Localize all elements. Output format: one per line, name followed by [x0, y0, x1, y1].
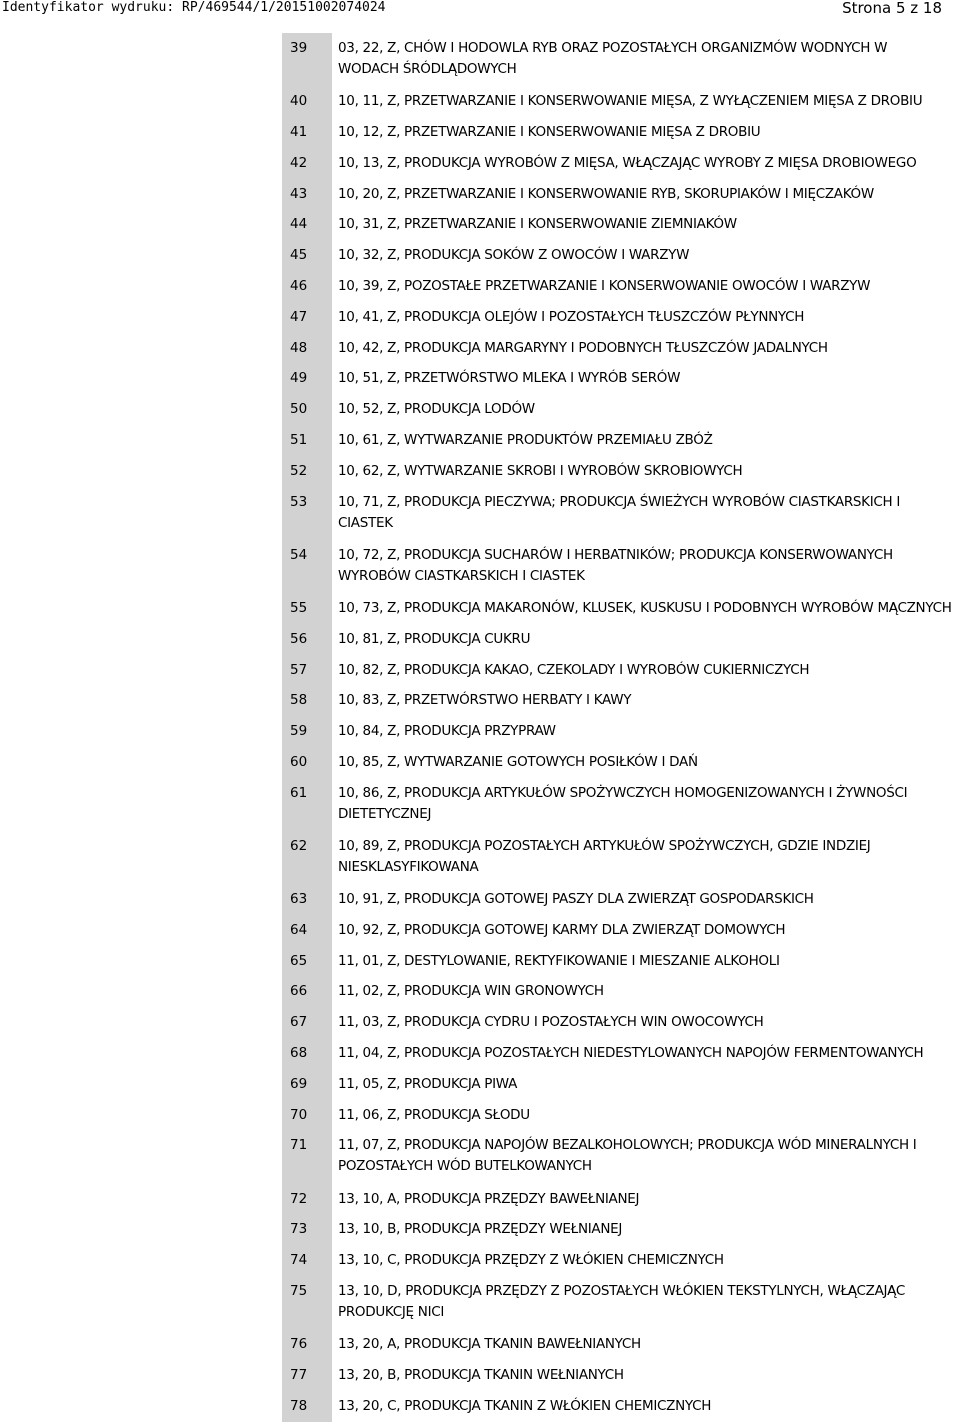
- activity-description-line: 10, 92, Z, PRODUKCJA GOTOWEJ KARMY DLA ZWIERZĄT DOMOWYCH: [338, 921, 786, 938]
- table-row: [282, 1100, 958, 1131]
- activity-description-line: 10, 13, Z, PRODUKCJA WYROBÓW Z MIĘSA, WŁĄCZAJĄC WYROBY Z MIĘSA DROBIOWEGO: [338, 154, 917, 171]
- row-number: 58: [282, 685, 332, 716]
- activity-description-line: 11, 05, Z, PRODUKCJA PIWA: [338, 1075, 518, 1092]
- activity-description-line: PRODUKCJĘ NICI: [338, 1304, 445, 1321]
- activity-description-line: 10, 62, Z, WYTWARZANIE SKROBI I WYROBÓW SKROBIOWYCH: [338, 462, 743, 479]
- table-row: [282, 915, 958, 946]
- activity-description: [332, 487, 958, 540]
- activity-description-line: 11, 03, Z, PRODUKCJA CYDRU I POZOSTAŁYCH WIN OWOCOWYCH: [338, 1014, 764, 1031]
- row-number: 47: [282, 302, 332, 333]
- activity-description-line: 10, 41, Z, PRODUKCJA OLEJÓW I POZOSTAŁYCH TŁUSZCZÓW PŁYNNYCH: [338, 308, 805, 325]
- row-number: 49: [282, 363, 332, 394]
- table-row: [282, 1329, 958, 1360]
- activity-description-line: 10, 82, Z, PRODUKCJA KAKAO, CZEKOLADY I WYROBÓW CUKIERNICZYCH: [338, 661, 810, 678]
- activity-description: [332, 1214, 958, 1245]
- row-number: 77: [282, 1360, 332, 1391]
- table-row: [282, 425, 958, 456]
- activity-description: [332, 209, 958, 240]
- row-number: 57: [282, 655, 332, 686]
- activity-description: [332, 333, 958, 364]
- activity-description-line: 13, 10, B, PRODUKCJA PRZĘDZY WEŁNIANEJ: [338, 1221, 623, 1238]
- table-row: [282, 117, 958, 148]
- row-number: 44: [282, 209, 332, 240]
- activity-description-line: 11, 01, Z, DESTYLOWANIE, REKTYFIKOWANIE I MIESZANIE ALKOHOLI: [338, 952, 780, 969]
- row-number: 68: [282, 1038, 332, 1069]
- table-row: [282, 1038, 958, 1069]
- activity-description: [332, 1130, 958, 1183]
- table-row: [282, 363, 958, 394]
- table-row: [282, 148, 958, 179]
- row-number: 50: [282, 394, 332, 425]
- activity-description-line: 13, 10, C, PRODUKCJA PRZĘDZY Z WŁÓKIEN CHEMICZNYCH: [338, 1252, 724, 1269]
- table-row: [282, 1069, 958, 1100]
- table-row: [282, 394, 958, 425]
- activity-description-line: 10, 89, Z, PRODUKCJA POZOSTAŁYCH ARTYKUŁÓW SPOŻYWCZYCH, GDZIE INDZIEJ: [338, 837, 871, 854]
- activity-description: [332, 1038, 958, 1069]
- activity-description: [332, 1391, 958, 1422]
- table-row: [282, 716, 958, 747]
- table-row: [282, 86, 958, 117]
- activity-description: [332, 117, 958, 148]
- table-row: [282, 1130, 958, 1183]
- activity-description: [332, 540, 958, 593]
- table-row: [282, 1245, 958, 1276]
- activity-description-line: 10, 39, Z, POZOSTAŁE PRZETWARZANIE I KONSERWOWANIE OWOCÓW I WARZYW: [338, 277, 871, 294]
- table-row: [282, 1214, 958, 1245]
- table-row: [282, 976, 958, 1007]
- pkd-code-table: [282, 33, 958, 1422]
- row-number: 72: [282, 1184, 332, 1215]
- table-row: [282, 302, 958, 333]
- activity-description-line: POZOSTAŁYCH WÓD BUTELKOWANYCH: [338, 1158, 592, 1175]
- row-number: 61: [282, 778, 332, 831]
- activity-description-line: 10, 51, Z, PRZETWÓRSTWO MLEKA I WYRÓB SERÓW: [338, 370, 681, 387]
- row-number: 73: [282, 1214, 332, 1245]
- activity-description: [332, 1329, 958, 1360]
- activity-description: [332, 1007, 958, 1038]
- activity-description: [332, 1069, 958, 1100]
- activity-description: [332, 271, 958, 302]
- activity-description-line: 10, 52, Z, PRODUKCJA LODÓW: [338, 401, 535, 418]
- table-row: [282, 593, 958, 624]
- row-number: 69: [282, 1069, 332, 1100]
- activity-description-line: 10, 85, Z, WYTWARZANIE GOTOWYCH POSIŁKÓW I DAŃ: [338, 753, 698, 770]
- row-number: 46: [282, 271, 332, 302]
- page-header: [0, 0, 960, 18]
- row-number: 53: [282, 487, 332, 540]
- activity-description-line: 10, 86, Z, PRODUKCJA ARTYKUŁÓW SPOŻYWCZYCH HOMOGENIZOWANYCH I ŻYWNOŚCI: [338, 784, 908, 801]
- activity-description-line: 10, 71, Z, PRODUKCJA PIECZYWA; PRODUKCJA ŚWIEŻYCH WYROBÓW CIASTKARSKICH I: [338, 493, 901, 510]
- activity-description: [332, 946, 958, 977]
- table-row: [282, 1184, 958, 1215]
- row-number: 52: [282, 456, 332, 487]
- row-number: 76: [282, 1329, 332, 1360]
- activity-description-line: 13, 10, D, PRODUKCJA PRZĘDZY Z POZOSTAŁYCH WŁÓKIEN TEKSTYLNYCH, WŁĄCZAJĄC: [338, 1283, 906, 1300]
- activity-description-line: 10, 83, Z, PRZETWÓRSTWO HERBATY I KAWY: [338, 692, 632, 709]
- row-number: 54: [282, 540, 332, 593]
- activity-description-line: 03, 22, Z, CHÓW I HODOWLA RYB ORAZ POZOSTAŁYCH ORGANIZMÓW WODNYCH W: [338, 40, 888, 56]
- activity-description-line: CIASTEK: [338, 514, 393, 531]
- table-row: [282, 884, 958, 915]
- activity-description: [332, 831, 958, 884]
- activity-description: [332, 456, 958, 487]
- table-row: [282, 1007, 958, 1038]
- row-number: 39: [282, 33, 332, 86]
- activity-description-line: 10, 72, Z, PRODUKCJA SUCHARÓW I HERBATNIKÓW; PRODUKCJA KONSERWOWANYCH: [338, 546, 893, 563]
- activity-description-line: 10, 73, Z, PRODUKCJA MAKARONÓW, KLUSEK, KUSKUSU I PODOBNYCH WYROBÓW MĄCZNYCH: [338, 599, 952, 616]
- table-row: [282, 271, 958, 302]
- row-number: 74: [282, 1245, 332, 1276]
- activity-description: [332, 685, 958, 716]
- row-number: 48: [282, 333, 332, 364]
- row-number: 71: [282, 1130, 332, 1183]
- activity-description: [332, 179, 958, 210]
- activity-description-line: NIESKLASYFIKOWANA: [338, 858, 479, 875]
- activity-description: [332, 716, 958, 747]
- print-identifier: Identyfikator wydruku: RP/469544/1/20151002074024: [2, 0, 386, 15]
- table-row: [282, 487, 958, 540]
- activity-description-line: DIETETYCZNEJ: [338, 805, 432, 822]
- table-row: [282, 33, 958, 86]
- row-number: 60: [282, 747, 332, 778]
- activity-description-line: 10, 61, Z, WYTWARZANIE PRODUKTÓW PRZEMIAŁU ZBÓŻ: [338, 431, 713, 448]
- row-number: 66: [282, 976, 332, 1007]
- row-number: 78: [282, 1391, 332, 1422]
- activity-description-line: 10, 11, Z, PRZETWARZANIE I KONSERWOWANIE MIĘSA, Z WYŁĄCZENIEM MIĘSA Z DROBIU: [338, 93, 923, 110]
- table-row: [282, 333, 958, 364]
- row-number: 43: [282, 179, 332, 210]
- row-number: 55: [282, 593, 332, 624]
- activity-description-line: 11, 04, Z, PRODUKCJA POZOSTAŁYCH NIEDESTYLOWANYCH NAPOJÓW FERMENTOWANYCH: [338, 1045, 924, 1062]
- table-row: [282, 747, 958, 778]
- activity-description: [332, 425, 958, 456]
- activity-description: [332, 302, 958, 333]
- activity-description: [332, 747, 958, 778]
- activity-description-line: 10, 12, Z, PRZETWARZANIE I KONSERWOWANIE MIĘSA Z DROBIU: [338, 123, 761, 140]
- table-row: [282, 179, 958, 210]
- table-row: [282, 685, 958, 716]
- row-number: 51: [282, 425, 332, 456]
- table-row: [282, 1391, 958, 1422]
- row-number: 75: [282, 1276, 332, 1329]
- activity-description-line: 10, 84, Z, PRODUKCJA PRZYPRAW: [338, 723, 556, 740]
- activity-description: [332, 778, 958, 831]
- row-number: 40: [282, 86, 332, 117]
- table-row: [282, 1276, 958, 1329]
- activity-description-line: 11, 06, Z, PRODUKCJA SŁODU: [338, 1106, 530, 1123]
- table-row: [282, 456, 958, 487]
- activity-description-line: 10, 42, Z, PRODUKCJA MARGARYNY I PODOBNYCH TŁUSZCZÓW JADALNYCH: [338, 339, 828, 356]
- activity-description-line: 10, 91, Z, PRODUKCJA GOTOWEJ PASZY DLA ZWIERZĄT GOSPODARSKICH: [338, 891, 814, 908]
- row-number: 65: [282, 946, 332, 977]
- row-number: 41: [282, 117, 332, 148]
- row-number: 64: [282, 915, 332, 946]
- table-row: [282, 240, 958, 271]
- row-number: 42: [282, 148, 332, 179]
- activity-description: [332, 655, 958, 686]
- activity-description-line: 13, 20, B, PRODUKCJA TKANIN WEŁNIANYCH: [338, 1367, 624, 1384]
- row-number: 45: [282, 240, 332, 271]
- activity-description-line: WODACH ŚRÓDLĄDOWYCH: [338, 61, 517, 77]
- activity-description: [332, 1360, 958, 1391]
- table-row: [282, 1360, 958, 1391]
- activity-description: [332, 148, 958, 179]
- table-row: [282, 209, 958, 240]
- row-number: 67: [282, 1007, 332, 1038]
- activity-description: [332, 86, 958, 117]
- activity-description-line: 10, 32, Z, PRODUKCJA SOKÓW Z OWOCÓW I WARZYW: [338, 247, 690, 264]
- table-row: [282, 778, 958, 831]
- table-row: [282, 655, 958, 686]
- activity-description: [332, 1184, 958, 1215]
- row-number: 56: [282, 624, 332, 655]
- activity-description-line: 10, 81, Z, PRODUKCJA CUKRU: [338, 630, 531, 647]
- row-number: 59: [282, 716, 332, 747]
- activity-description: [332, 363, 958, 394]
- table-row: [282, 946, 958, 977]
- row-number: 70: [282, 1100, 332, 1131]
- activity-description-line: 13, 20, A, PRODUKCJA TKANIN BAWEŁNIANYCH: [338, 1336, 641, 1353]
- activity-description-line: 10, 31, Z, PRZETWARZANIE I KONSERWOWANIE ZIEMNIAKÓW: [338, 216, 737, 233]
- activity-description: [332, 1100, 958, 1131]
- activity-description-line: 13, 20, C, PRODUKCJA TKANIN Z WŁÓKIEN CHEMICZNYCH: [338, 1397, 712, 1414]
- activity-description: [332, 394, 958, 425]
- table-row: [282, 831, 958, 884]
- activity-description: [332, 624, 958, 655]
- table-row: [282, 624, 958, 655]
- activity-description: [332, 915, 958, 946]
- row-number: 62: [282, 831, 332, 884]
- activity-description-line: 11, 02, Z, PRODUKCJA WIN GRONOWYCH: [338, 983, 604, 1000]
- activity-description-line: 13, 10, A, PRODUKCJA PRZĘDZY BAWEŁNIANEJ: [338, 1190, 640, 1207]
- activity-description: [332, 33, 958, 86]
- activity-description: [332, 593, 958, 624]
- activity-description: [332, 976, 958, 1007]
- activity-description: [332, 1245, 958, 1276]
- activity-description: [332, 240, 958, 271]
- row-number: 63: [282, 884, 332, 915]
- page-number: Strona 5 z 18: [842, 0, 942, 17]
- table-row: [282, 540, 958, 593]
- activity-description-line: WYROBÓW CIASTKARSKICH I CIASTEK: [338, 567, 585, 584]
- activity-description: [332, 1276, 958, 1329]
- activity-description-line: 10, 20, Z, PRZETWARZANIE I KONSERWOWANIE RYB, SKORUPIAKÓW I MIĘCZAKÓW: [338, 185, 874, 202]
- activity-description: [332, 884, 958, 915]
- activity-description-line: 11, 07, Z, PRODUKCJA NAPOJÓW BEZALKOHOLOWYCH; PRODUKCJA WÓD MINERALNYCH I: [338, 1137, 917, 1154]
